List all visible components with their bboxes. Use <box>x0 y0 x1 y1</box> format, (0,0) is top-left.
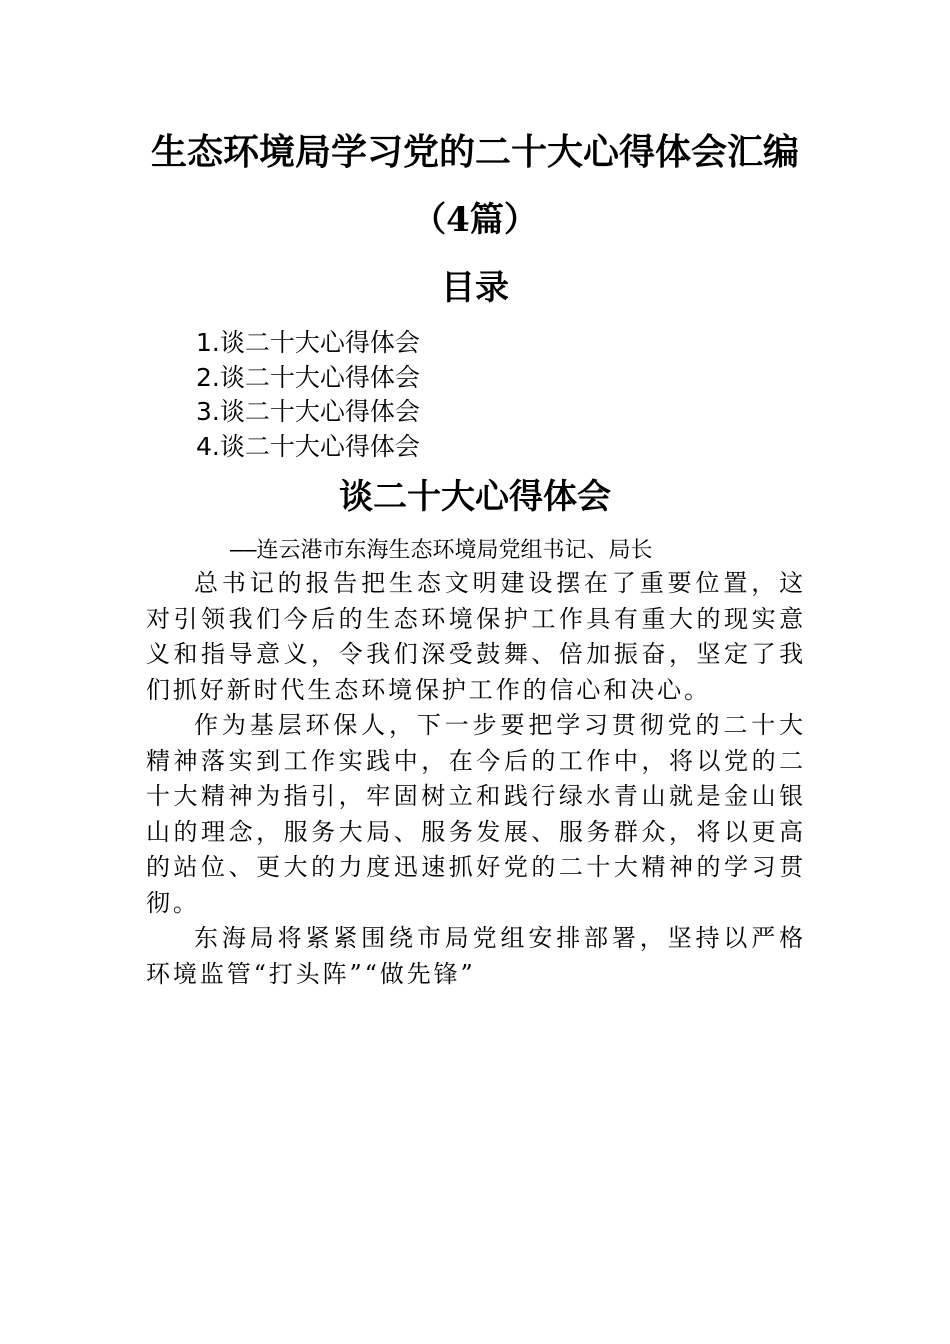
table-of-contents <box>196 326 420 464</box>
toc-item-3[interactable]: 3.谈二十大心得体会 <box>196 397 420 426</box>
article-byline: ——连云港市东海生态环境局党组书记、局长 <box>230 538 653 563</box>
paragraph: 作为基层环保人，下一步要把学习贯彻党的二十大精神落实到工作实践中，在今后的工作中，将以党的二十大精神为指引，牢固树立和践行绿水青山就是金山银山的理念，服务大局、服务发展、服务群众，将以更高的站位、更大的力度迅速抓好党的二十大精神的学习贯彻。 <box>146 711 806 917</box>
toc-item-4[interactable]: 4.谈二十大心得体会 <box>196 431 420 461</box>
article-title: 谈二十大心得体会 <box>339 477 611 517</box>
article-count: （4篇） <box>412 200 538 240</box>
toc-item-2[interactable]: 2.谈二十大心得体会 <box>196 362 420 392</box>
article-body <box>146 566 806 992</box>
paragraph: 总书记的报告把生态文明建设摆在了重要位置，这对引领我们今后的生态环境保护工作具有重大的现实意义和指导意义，令我们深受鼓舞、倍加振奋，坚定了我们抓好新时代生态环境保护工作的信心和决心。 <box>146 569 806 704</box>
toc-item-1[interactable]: 1.谈二十大心得体会 <box>196 328 420 357</box>
document-title: 生态环境局学习党的二十大心得体会汇编 <box>150 131 799 173</box>
paragraph: 东海局将紧紧围绕市局党组安排部署，坚持以严格环境监管“打头阵”“做先锋” <box>146 924 806 988</box>
toc-heading: 目录 <box>441 268 509 308</box>
